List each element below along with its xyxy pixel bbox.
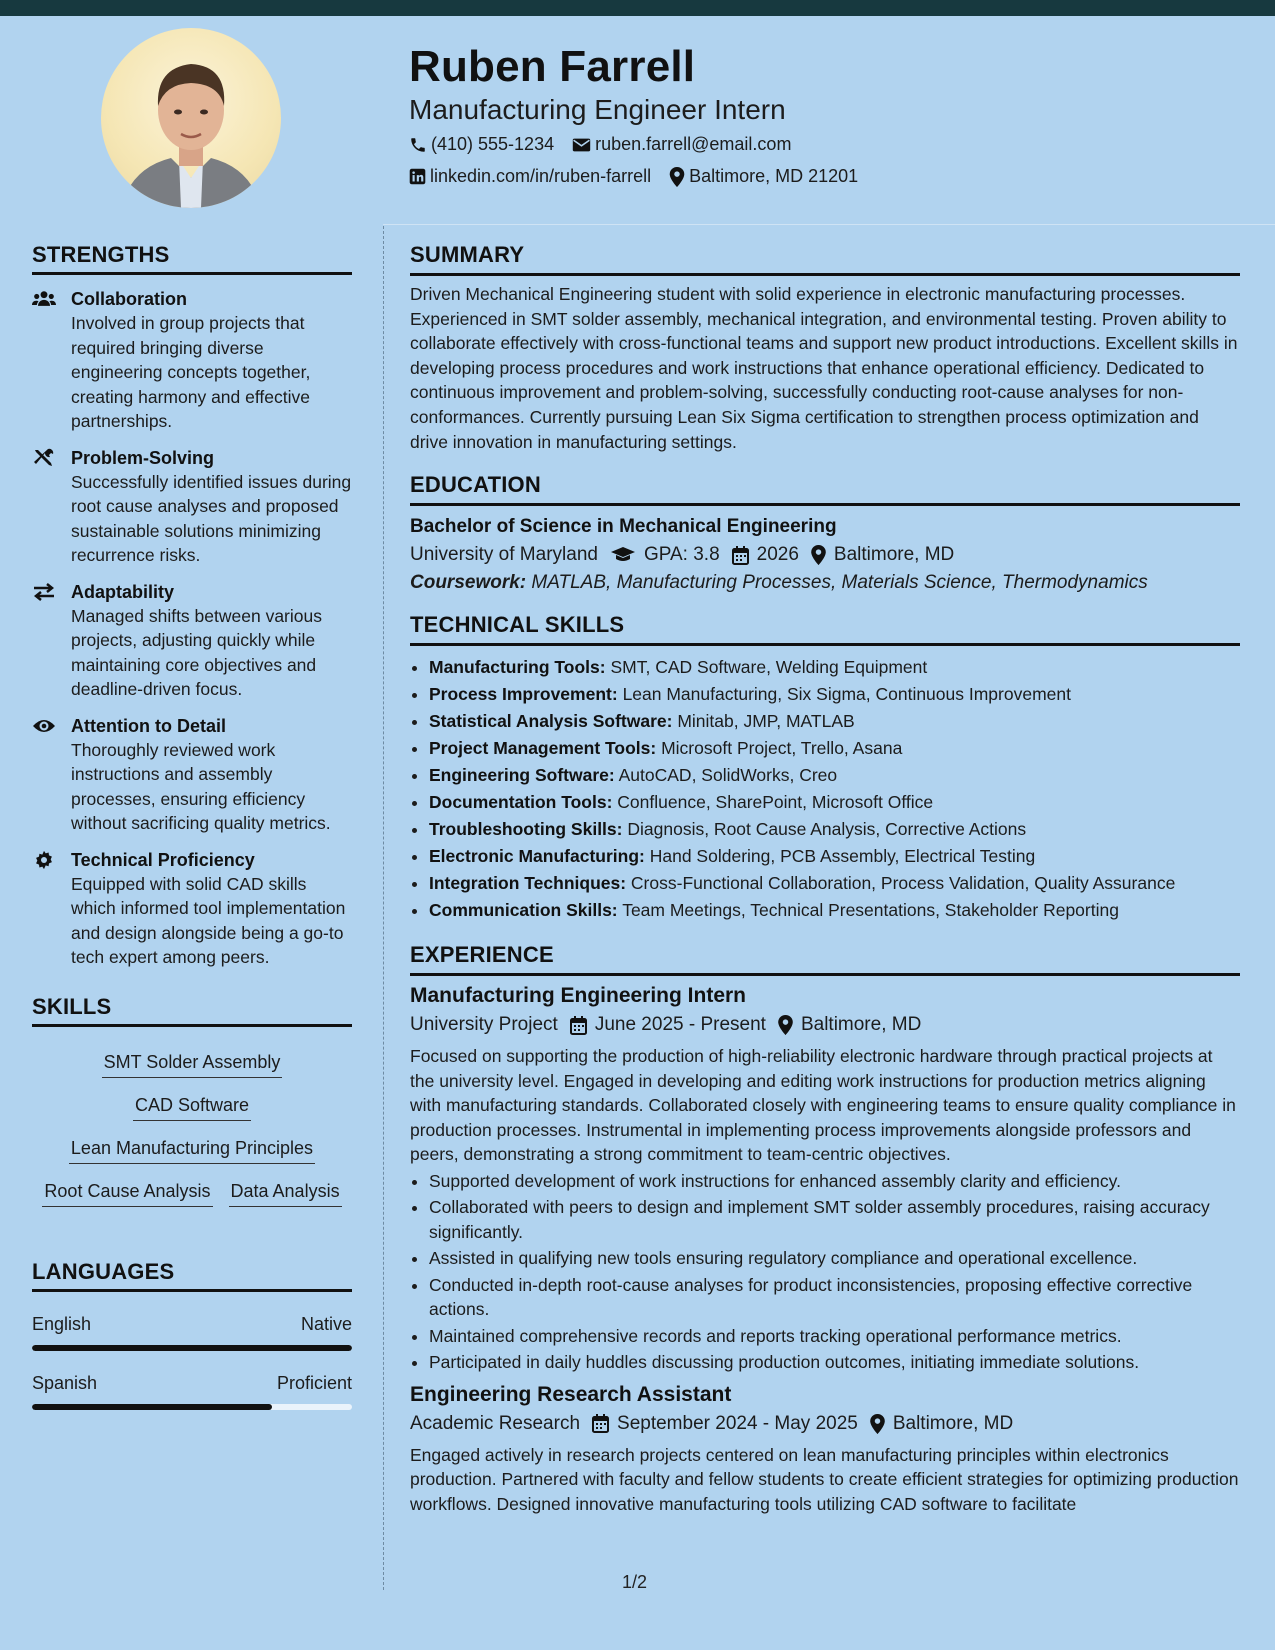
school-text: University of Maryland: [410, 544, 598, 566]
language-name: Spanish: [32, 1372, 98, 1393]
arrows-swap-icon: [32, 582, 56, 602]
skill-tag: Lean Manufacturing Principles: [69, 1129, 315, 1164]
list-item: • Supported development of work instructions for enhanced assembly clarity and efficiency.: [429, 1169, 1240, 1194]
education-location: [811, 544, 954, 566]
language-name: English: [32, 1313, 92, 1334]
skill-value: SMT, CAD Software, Welding Equipment: [610, 657, 928, 678]
job-meta: [410, 1014, 1240, 1036]
tools-icon: [32, 448, 56, 468]
strength-title: Adaptability: [71, 581, 175, 602]
skill-label: Troubleshooting Skills:: [429, 819, 623, 840]
list-item: • Assisted in qualifying new tools ensuring regulatory compliance and operational excellence.: [429, 1246, 1240, 1271]
coursework: [410, 572, 1240, 594]
list-item: [429, 762, 1240, 789]
strength-desc: Successfully identified issues during root cause analyses and proposed sustainable solutions minimizing recurrence risks.: [71, 471, 352, 565]
summary-section: [410, 242, 1240, 454]
job-dates: [570, 1014, 766, 1036]
skills-section: [32, 994, 352, 1207]
gpa: [610, 544, 720, 566]
location-text: Baltimore, MD: [892, 1412, 1014, 1434]
technical-skills-section: [410, 612, 1240, 924]
list-item: • Conducted in-depth root-cause analyses for product inconsistencies, proposing effective corrective actions.: [429, 1273, 1240, 1322]
main-content: [410, 242, 1240, 1516]
language-level: Native: [300, 1313, 352, 1334]
strength-item: [32, 714, 352, 836]
skill-tag: Root Cause Analysis: [42, 1172, 212, 1207]
map-pin-icon: [811, 545, 826, 565]
languages-heading: LANGUAGES: [32, 1259, 352, 1292]
contact-phone: [409, 134, 554, 155]
envelope-icon: [572, 137, 591, 153]
contact-row-2: [409, 166, 876, 187]
calendar-icon: [570, 1016, 587, 1035]
language-bar-fill: [32, 1404, 272, 1410]
list-item: [429, 897, 1240, 924]
strength-item: [32, 446, 352, 568]
column-divider: [383, 226, 384, 1590]
dates-text: September 2024 - May 2025: [617, 1412, 858, 1434]
skill-value: Cross-Functional Collaboration, Process Validation, Quality Assurance: [630, 873, 1176, 894]
job-title: Engineering Research Assistant: [410, 1382, 732, 1406]
skill-label: Statistical Analysis Software:: [429, 711, 673, 732]
strength-desc: Involved in group projects that required bringing diverse engineering concepts together, creating harmony and effective partnerships.: [71, 313, 311, 431]
location-text: Baltimore, MD: [800, 1014, 922, 1036]
org-text: University Project: [410, 1014, 558, 1036]
users-icon: [32, 289, 56, 309]
skill-tag: SMT Solder Assembly: [102, 1043, 283, 1078]
year-text: 2026: [756, 544, 799, 566]
skill-value: Microsoft Project, Trello, Asana: [661, 738, 903, 759]
strengths-list: [32, 287, 352, 970]
skill-label: Communication Skills:: [429, 900, 618, 921]
list-item: [429, 843, 1240, 870]
job-entry: [410, 984, 1240, 1375]
language-item: [32, 1373, 352, 1410]
skill-label: Manufacturing Tools:: [429, 657, 606, 678]
strength-title: Problem-Solving: [71, 447, 215, 468]
skill-label: Integration Techniques:: [429, 873, 627, 894]
job-location: [870, 1413, 1013, 1435]
language-item: [32, 1314, 352, 1351]
list-item: [429, 735, 1240, 762]
top-accent-bar: [0, 0, 1275, 16]
job-meta: [410, 1413, 1240, 1435]
list-item: • Maintained comprehensive records and reports tracking operational performance metrics.: [429, 1324, 1240, 1349]
email-text: ruben.farrell@email.com: [595, 134, 792, 154]
map-pin-icon: [669, 167, 685, 187]
summary-heading: SUMMARY: [410, 242, 1240, 276]
job-title: Manufacturing Engineering Intern: [410, 984, 747, 1008]
job-dates: [592, 1413, 858, 1435]
gear-icon: [32, 850, 56, 870]
contact-row-1: [409, 134, 809, 155]
skill-value: Lean Manufacturing, Six Sigma, Continuous Improvement: [622, 684, 1071, 705]
list-item: [429, 816, 1240, 843]
list-item: [429, 654, 1240, 681]
job-description: Engaged actively in research projects centered on lean manufacturing principles within electronics production. Partnered with faculty and fellow students to create efficient strategies for optimizing production workflows. Designed innovative manufacturing tools utilizing CAD software to facilitate: [410, 1444, 1239, 1514]
skill-value: Diagnosis, Root Cause Analysis, Corrective Actions: [627, 819, 1027, 840]
strength-desc: Managed shifts between various projects, adjusting quickly while maintaining core objectives and deadline-driven focus.: [71, 605, 322, 699]
strengths-heading: STRENGTHS: [32, 242, 352, 275]
strength-desc: Thoroughly reviewed work instructions and assembly processes, ensuring efficiency without sacrificing quality metrics.: [71, 739, 331, 833]
job-description: Focused on supporting the production of high-reliability electronic hardware through practical projects at the university level. Engaged in developing and editing work instructions for production metrics aligning with manufacturing standards. Collaborated closely with engineering teams to ensure quality compliance in production processes. Instrumental in implementing process improvements alongside professors and peers, demonstrating a strong commitment to team-centric objectives.: [410, 1046, 1236, 1165]
phone-text: (410) 555-1234: [431, 134, 555, 154]
skill-label: Documentation Tools:: [429, 792, 613, 813]
page-number: 1/2: [622, 1572, 648, 1592]
skill-label: Electronic Manufacturing:: [429, 846, 645, 867]
skill-value: AutoCAD, SolidWorks, Creo: [618, 765, 838, 786]
gpa-text: GPA: 3.8: [643, 544, 720, 566]
skills-heading: SKILLS: [32, 994, 352, 1027]
degree-title: Bachelor of Science in Mechanical Engineering: [410, 516, 837, 538]
strength-item: [32, 287, 352, 434]
school-name: [410, 544, 598, 566]
language-level: Proficient: [276, 1372, 352, 1393]
education-section: [410, 472, 1240, 594]
skill-value: Minitab, JMP, MATLAB: [677, 711, 855, 732]
job-bullets: [410, 1169, 1240, 1375]
skill-value: Hand Soldering, PCB Assembly, Electrical Testing: [649, 846, 1036, 867]
header-divider: [383, 224, 1275, 225]
strength-title: Collaboration: [71, 289, 187, 309]
job-org: [410, 1014, 558, 1036]
skill-tags: [32, 1035, 352, 1207]
linkedin-icon: [409, 168, 426, 185]
candidate-name: Ruben Farrell: [409, 42, 696, 91]
contact-location: [669, 166, 858, 187]
dates-text: June 2025 - Present: [594, 1014, 766, 1036]
skill-value: Confluence, SharePoint, Microsoft Office: [617, 792, 934, 813]
contact-email[interactable]: [572, 134, 791, 155]
strength-title: Technical Proficiency: [71, 849, 255, 870]
list-item: • Participated in daily huddles discussing production outcomes, initiating immediate solutions.: [429, 1350, 1240, 1375]
job-org: [410, 1413, 580, 1435]
profile-photo-avatar: [101, 28, 281, 208]
language-bar-fill: [32, 1345, 352, 1351]
contact-linkedin[interactable]: [409, 166, 651, 187]
location-text: Baltimore, MD 21201: [689, 166, 859, 186]
strength-desc: Equipped with solid CAD skills which informed tool implementation and design alongside being a go-to tech expert among peers.: [71, 873, 346, 967]
list-item: • Collaborated with peers to design and implement SMT solder assembly procedures, raising accuracy significantly.: [429, 1195, 1240, 1244]
experience-heading: EXPERIENCE: [410, 942, 1240, 976]
skill-label: Process Improvement:: [429, 684, 618, 705]
profile-photo: [101, 28, 281, 208]
strength-item: [32, 848, 352, 970]
list-item: [429, 870, 1240, 897]
skill-value: Team Meetings, Technical Presentations, Stakeholder Reporting: [622, 900, 1119, 921]
strength-title: Attention to Detail: [71, 715, 226, 736]
coursework-label: Coursework:: [410, 572, 527, 594]
summary-text: Driven Mechanical Engineering student with solid experience in electronic manufacturing processes. Experienced in SMT solder assembly, mechanical integration, and environmental testing. Proven ability to collaborate effectively with cross-functional teams and support new product introductions. Excellent skills in developing process procedures and work instructions that enhance operational efficiency. Dedicated to continuous improvement and problem-solving, successfully conducting root-cause analyses for non-conformances. Currently pursuing Lean Six Sigma certification to strengthen process optimization and drive innovation in manufacturing settings.: [410, 284, 1238, 452]
technical-skills-list: [410, 654, 1240, 924]
candidate-title: Manufacturing Engineer Intern: [409, 94, 786, 125]
eye-icon: [32, 716, 56, 736]
skill-label: Engineering Software:: [429, 765, 615, 786]
list-item: [429, 681, 1240, 708]
language-bar: [32, 1404, 352, 1410]
job-location: [778, 1014, 921, 1036]
org-text: Academic Research: [410, 1412, 581, 1434]
skill-label: Project Management Tools:: [429, 738, 657, 759]
strength-item: [32, 580, 352, 702]
languages-section: [32, 1259, 352, 1410]
linkedin-text: linkedin.com/in/ruben-farrell: [430, 166, 652, 186]
map-pin-icon: [870, 1414, 885, 1434]
calendar-icon: [732, 546, 749, 565]
technical-skills-heading: TECHNICAL SKILLS: [410, 612, 1240, 646]
graduation-year: [732, 544, 799, 566]
coursework-text: MATLAB, Manufacturing Processes, Materials Science, Thermodynamics: [531, 572, 1148, 594]
education-meta: [410, 544, 1240, 566]
sidebar: [32, 242, 352, 1410]
education-heading: EDUCATION: [410, 472, 1240, 506]
list-item: [429, 789, 1240, 816]
skill-tag: CAD Software: [133, 1086, 251, 1121]
graduation-cap-icon: [610, 546, 636, 564]
calendar-icon: [592, 1414, 609, 1433]
phone-icon: [409, 136, 427, 154]
language-bar: [32, 1345, 352, 1351]
location-text: Baltimore, MD: [833, 544, 955, 566]
job-entry: [410, 1383, 1240, 1517]
skill-tag: Data Analysis: [229, 1172, 342, 1207]
experience-section: [410, 942, 1240, 1516]
map-pin-icon: [778, 1015, 793, 1035]
list-item: [429, 708, 1240, 735]
